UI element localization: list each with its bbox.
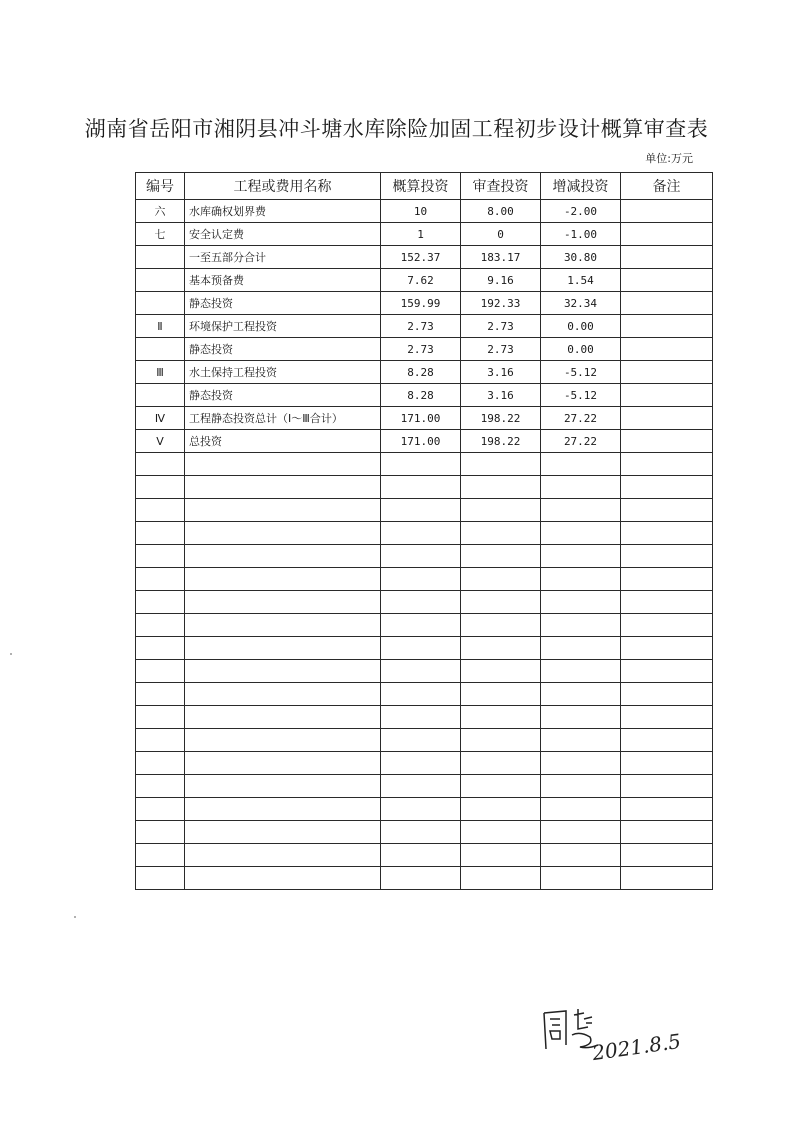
empty-cell [136,706,185,729]
empty-cell [381,798,461,821]
cell-review: 3.16 [461,384,541,407]
empty-cell [541,568,621,591]
empty-cell [381,591,461,614]
empty-cell [185,729,381,752]
cell-name: 环境保护工程投资 [185,315,381,338]
empty-row [136,453,713,476]
cell-no: 七 [136,223,185,246]
empty-cell [185,798,381,821]
empty-cell [381,683,461,706]
empty-cell [185,867,381,890]
cell-note [621,246,713,269]
table-body [136,200,713,890]
empty-row [136,821,713,844]
empty-cell [185,752,381,775]
empty-cell [541,637,621,660]
empty-cell [461,614,541,637]
empty-cell [185,660,381,683]
cell-review: 198.22 [461,407,541,430]
cell-review: 2.73 [461,338,541,361]
empty-cell [461,706,541,729]
empty-cell [381,522,461,545]
header-change: 增减投资 [541,173,621,200]
cell-budget: 2.73 [381,338,461,361]
cell-budget: 152.37 [381,246,461,269]
cell-review: 9.16 [461,269,541,292]
empty-cell [136,867,185,890]
cell-name: 静态投资 [185,338,381,361]
cell-no [136,338,185,361]
empty-cell [136,499,185,522]
empty-cell [381,844,461,867]
empty-cell [185,821,381,844]
cell-change: -1.00 [541,223,621,246]
empty-cell [621,798,713,821]
empty-cell [461,729,541,752]
empty-cell [185,683,381,706]
empty-cell [541,683,621,706]
empty-cell [381,637,461,660]
empty-row [136,660,713,683]
cell-name: 水土保持工程投资 [185,361,381,384]
empty-row [136,499,713,522]
cell-review: 8.00 [461,200,541,223]
empty-cell [381,867,461,890]
empty-cell [541,844,621,867]
empty-cell [381,752,461,775]
cell-change: -5.12 [541,384,621,407]
cell-no: Ⅴ [136,430,185,453]
cell-note [621,430,713,453]
cell-name: 一至五部分合计 [185,246,381,269]
empty-cell [541,614,621,637]
empty-cell [136,453,185,476]
empty-cell [541,729,621,752]
empty-row [136,591,713,614]
table-row [136,200,713,223]
empty-cell [621,499,713,522]
signature [540,1005,600,1059]
empty-cell [136,637,185,660]
scan-speck [10,653,12,655]
cell-no: Ⅱ [136,315,185,338]
cell-note [621,292,713,315]
cell-no [136,292,185,315]
empty-cell [541,821,621,844]
empty-row [136,522,713,545]
cell-name: 安全认定费 [185,223,381,246]
empty-cell [541,706,621,729]
cell-no: 六 [136,200,185,223]
empty-cell [381,499,461,522]
empty-cell [381,568,461,591]
empty-cell [185,614,381,637]
empty-cell [185,844,381,867]
cell-change: 1.54 [541,269,621,292]
empty-cell [541,545,621,568]
cell-note [621,315,713,338]
empty-row [136,752,713,775]
header-note: 备注 [621,173,713,200]
cell-note [621,223,713,246]
empty-cell [136,522,185,545]
empty-cell [541,798,621,821]
cell-change: -2.00 [541,200,621,223]
empty-cell [185,545,381,568]
empty-row [136,867,713,890]
empty-cell [621,637,713,660]
empty-cell [541,660,621,683]
empty-row [136,614,713,637]
empty-cell [185,706,381,729]
empty-cell [621,453,713,476]
empty-cell [185,568,381,591]
empty-cell [136,752,185,775]
empty-row [136,775,713,798]
table-row [136,361,713,384]
cell-change: 32.34 [541,292,621,315]
empty-cell [136,775,185,798]
empty-cell [461,683,541,706]
table-row [136,338,713,361]
table-row [136,292,713,315]
empty-cell [621,614,713,637]
empty-cell [621,522,713,545]
empty-row [136,706,713,729]
empty-cell [621,660,713,683]
cell-change: 0.00 [541,315,621,338]
empty-cell [461,637,541,660]
empty-cell [621,775,713,798]
empty-cell [621,729,713,752]
empty-cell [541,591,621,614]
unit-label: 单位:万元 [645,152,693,165]
table-row [136,246,713,269]
cell-name: 总投资 [185,430,381,453]
cell-note [621,338,713,361]
empty-cell [541,522,621,545]
cell-note [621,361,713,384]
table-header-row [136,173,713,200]
empty-row [136,545,713,568]
empty-cell [136,821,185,844]
empty-cell [621,683,713,706]
cell-budget: 10 [381,200,461,223]
cell-change: 0.00 [541,338,621,361]
empty-cell [136,591,185,614]
cell-budget: 7.62 [381,269,461,292]
empty-row [136,729,713,752]
empty-cell [185,453,381,476]
cell-budget: 8.28 [381,361,461,384]
empty-cell [621,568,713,591]
table-row [136,223,713,246]
empty-cell [621,821,713,844]
header-budget: 概算投资 [381,173,461,200]
cell-name: 基本预备费 [185,269,381,292]
empty-row [136,568,713,591]
empty-cell [461,798,541,821]
empty-cell [461,476,541,499]
empty-cell [136,568,185,591]
cell-budget: 171.00 [381,407,461,430]
empty-row [136,798,713,821]
empty-cell [136,614,185,637]
cell-review: 2.73 [461,315,541,338]
cell-change: 30.80 [541,246,621,269]
empty-row [136,476,713,499]
signature-date: 2021.8.5 [590,1028,683,1066]
empty-cell [381,729,461,752]
empty-cell [461,844,541,867]
empty-cell [461,499,541,522]
empty-cell [185,637,381,660]
table-row [136,407,713,430]
empty-cell [461,568,541,591]
empty-cell [461,867,541,890]
review-table [135,172,713,890]
cell-review: 3.16 [461,361,541,384]
table-row [136,384,713,407]
empty-cell [621,591,713,614]
empty-cell [381,821,461,844]
cell-name: 静态投资 [185,292,381,315]
cell-review: 192.33 [461,292,541,315]
empty-cell [185,476,381,499]
cell-note [621,407,713,430]
empty-cell [621,706,713,729]
table-row [136,315,713,338]
empty-cell [541,867,621,890]
empty-cell [381,614,461,637]
empty-row [136,683,713,706]
document-title: 湖南省岳阳市湘阴县冲斗塘水库除险加固工程初步设计概算审查表 [84,117,709,141]
scan-speck [74,916,76,918]
cell-no [136,246,185,269]
empty-row [136,637,713,660]
empty-cell [185,499,381,522]
empty-cell [541,453,621,476]
empty-cell [461,591,541,614]
empty-cell [136,683,185,706]
empty-cell [185,775,381,798]
cell-note [621,269,713,292]
cell-name: 工程静态投资总计（Ⅰ～Ⅲ合计） [185,407,381,430]
empty-cell [461,752,541,775]
empty-cell [381,545,461,568]
empty-cell [136,798,185,821]
empty-row [136,844,713,867]
empty-cell [461,821,541,844]
empty-cell [621,545,713,568]
empty-cell [136,545,185,568]
empty-cell [136,729,185,752]
empty-cell [136,844,185,867]
empty-cell [461,545,541,568]
cell-budget: 171.00 [381,430,461,453]
empty-cell [461,660,541,683]
empty-cell [541,775,621,798]
empty-cell [381,660,461,683]
empty-cell [381,706,461,729]
empty-cell [136,476,185,499]
empty-cell [185,522,381,545]
table-row [136,269,713,292]
cell-name: 水库确权划界费 [185,200,381,223]
empty-cell [621,867,713,890]
cell-review: 198.22 [461,430,541,453]
cell-note [621,200,713,223]
cell-review: 183.17 [461,246,541,269]
empty-cell [541,499,621,522]
cell-no: Ⅳ [136,407,185,430]
empty-cell [541,752,621,775]
cell-no [136,269,185,292]
cell-no [136,384,185,407]
empty-cell [621,844,713,867]
table-row [136,430,713,453]
empty-cell [185,591,381,614]
cell-no: Ⅲ [136,361,185,384]
cell-budget: 1 [381,223,461,246]
empty-cell [461,522,541,545]
empty-cell [621,476,713,499]
cell-change: 27.22 [541,430,621,453]
cell-review: 0 [461,223,541,246]
empty-cell [461,775,541,798]
header-name: 工程或费用名称 [185,173,381,200]
empty-cell [541,476,621,499]
empty-cell [381,775,461,798]
empty-cell [621,752,713,775]
header-no: 编号 [136,173,185,200]
cell-change: 27.22 [541,407,621,430]
cell-budget: 2.73 [381,315,461,338]
empty-cell [461,453,541,476]
empty-cell [381,453,461,476]
header-review: 审查投资 [461,173,541,200]
cell-name: 静态投资 [185,384,381,407]
cell-budget: 8.28 [381,384,461,407]
cell-budget: 159.99 [381,292,461,315]
empty-cell [381,476,461,499]
cell-note [621,384,713,407]
empty-cell [136,660,185,683]
cell-change: -5.12 [541,361,621,384]
